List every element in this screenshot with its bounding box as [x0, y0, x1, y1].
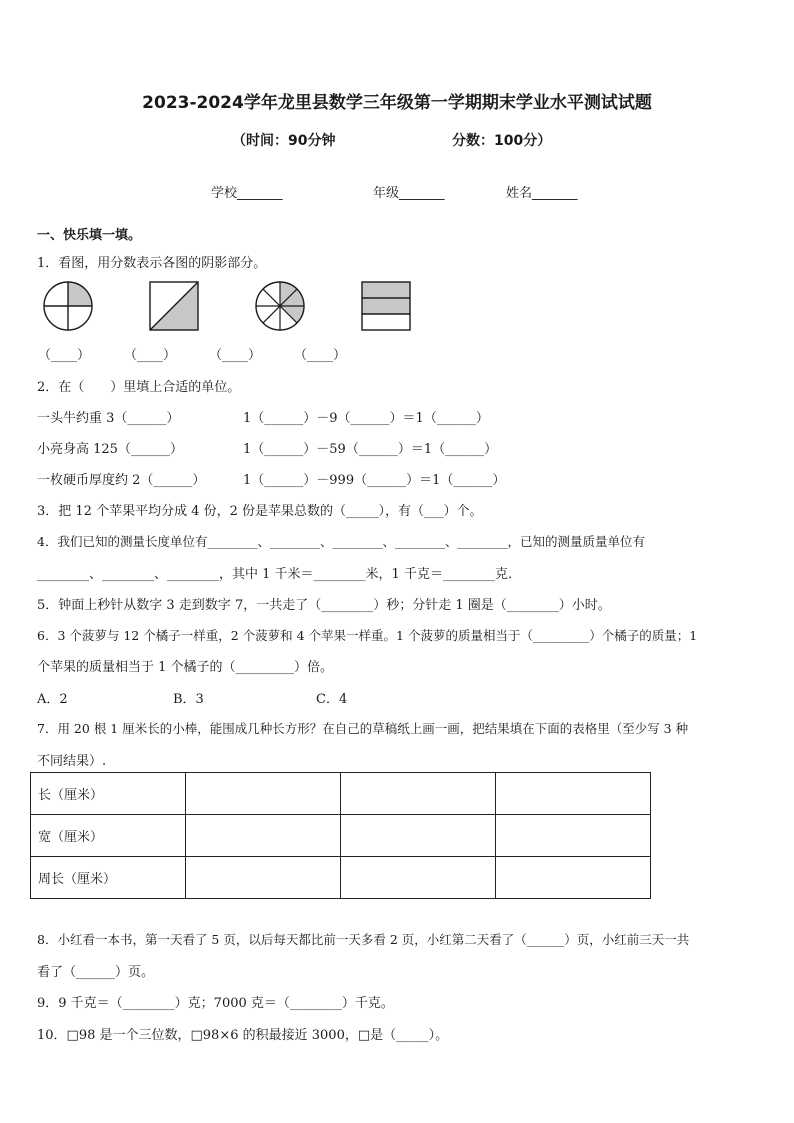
question-6-line-2[interactable]: 个苹果的质量相当于 1 个橘子的（_________）倍。	[37, 660, 334, 675]
circle-quarters-figure	[42, 280, 94, 332]
table-row	[31, 773, 651, 815]
question-7-line-1: 7．用 20 根 1 厘米长的小棒，能围成几种长方形？在自己的草稿纸上画一画，把结果填在下面的表格里（至少写 3 种	[37, 721, 689, 736]
table-cell[interactable]	[186, 815, 341, 857]
question-7-line-2: 不同结果）.	[37, 754, 107, 769]
square-diagonal-figure	[148, 280, 200, 332]
row-label-perimeter: 周长（厘米）	[31, 857, 186, 899]
question-4-line-1[interactable]: 4．我们已知的测量长度单位有________、________、________、________、________，已知的测量质量单位有	[37, 534, 645, 549]
grade-field[interactable]: 年级_______	[373, 186, 445, 201]
answer-blank-2[interactable]: （____）	[124, 348, 177, 363]
answer-blank-3[interactable]: （____）	[209, 348, 262, 363]
question-9[interactable]: 9．9 千克＝（________）克；7000 克＝（________）千克。	[37, 996, 394, 1011]
school-field[interactable]: 学校_______	[211, 186, 283, 201]
option-c[interactable]: C．4	[316, 692, 348, 707]
table-cell[interactable]	[186, 773, 341, 815]
table-cell[interactable]	[341, 857, 496, 899]
question-2: 2．在（ ）里填上合适的单位。	[37, 380, 241, 395]
table-cell[interactable]	[496, 773, 651, 815]
q2-row-2-left[interactable]: 小亮身高 125（______）	[37, 442, 183, 457]
rectangle-thirds-figure	[360, 280, 414, 334]
name-field[interactable]: 姓名_______	[506, 186, 578, 201]
page-title: 2023-2024学年龙里县数学三年级第一学期期末学业水平测试试题	[142, 93, 652, 113]
table-cell[interactable]	[496, 857, 651, 899]
table-cell[interactable]	[341, 773, 496, 815]
question-4-line-2[interactable]: ________、________、________，其中 1 千米＝________米，1 千克＝________克．	[37, 567, 521, 582]
answer-blank-4[interactable]: （____）	[294, 348, 347, 363]
question-1: 1．看图，用分数表示各图的阴影部分。	[37, 256, 267, 271]
table-cell[interactable]	[496, 815, 651, 857]
question-8-line-2[interactable]: 看了（______）页。	[37, 965, 155, 980]
q2-row-1-left[interactable]: 一头牛约重 3（______）	[37, 411, 180, 426]
table-cell[interactable]	[341, 815, 496, 857]
q2-row-2-right[interactable]: 1（______）－59（______）＝1（______）	[243, 442, 498, 457]
table-cell[interactable]	[186, 857, 341, 899]
answer-blank-1[interactable]: （____）	[38, 348, 91, 363]
q2-row-1-right[interactable]: 1（______）－9（______）＝1（______）	[243, 411, 489, 426]
table-row	[31, 815, 651, 857]
q2-row-3-left[interactable]: 一枚硬币厚度约 2（______）	[37, 473, 206, 488]
option-b[interactable]: B．3	[173, 692, 204, 707]
circle-eighths-figure	[254, 280, 306, 332]
exam-time: （时间：90分钟	[232, 133, 336, 149]
exam-score: 分数：100分）	[452, 133, 552, 149]
question-10[interactable]: 10．□98 是一个三位数，□98×6 的积最接近 3000，□是（_____）。	[37, 1028, 449, 1043]
question-5[interactable]: 5．钟面上秒针从数字 3 走到数字 7，一共走了（________）秒；分针走 1 圈是（________）小时。	[37, 598, 611, 613]
question-6-line-1[interactable]: 6．3 个菠萝与 12 个橘子一样重，2 个菠萝和 4 个苹果一样重。1 个菠萝的质量相当于（_________）个橘子的质量；1	[37, 628, 698, 643]
question-8-line-1[interactable]: 8．小红看一本书，第一天看了 5 页，以后每天都比前一天多看 2 页，小红第二天看了（______）页，小红前三天一共	[37, 932, 690, 947]
row-label-width: 宽（厘米）	[31, 815, 186, 857]
section-title: 一、快乐填一填。	[37, 228, 142, 243]
rectangle-table	[30, 772, 651, 899]
table-row	[31, 857, 651, 899]
question-3[interactable]: 3．把 12 个苹果平均分成 4 份，2 份是苹果总数的（_____），有（___）个。	[37, 504, 483, 519]
q2-row-3-right[interactable]: 1（______）－999（______）＝1（______）	[243, 473, 506, 488]
option-a[interactable]: A．2	[37, 692, 68, 707]
row-label-length: 长（厘米）	[31, 773, 186, 815]
